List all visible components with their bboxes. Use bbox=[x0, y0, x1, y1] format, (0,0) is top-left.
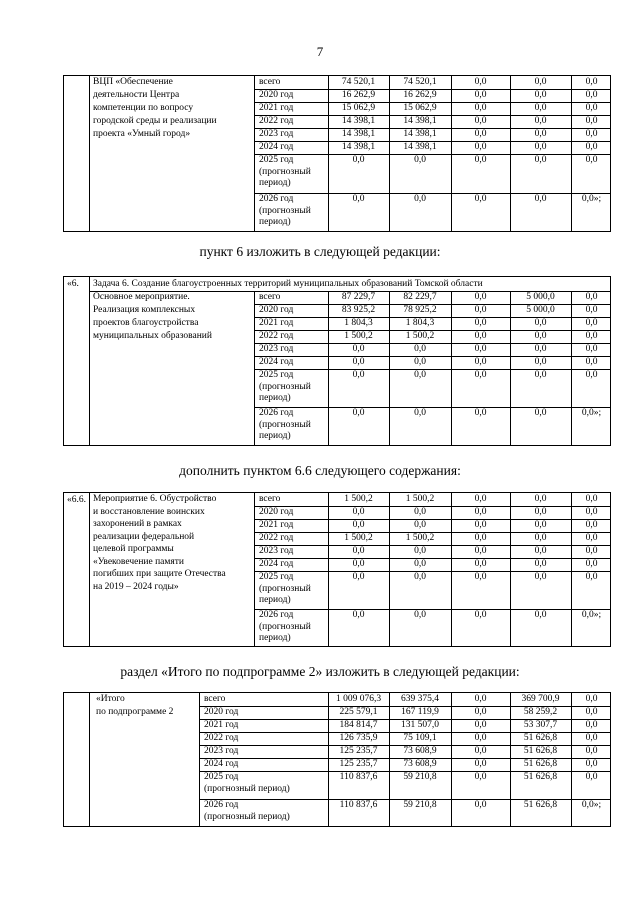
value-cell: 0,0 bbox=[585, 155, 598, 165]
value-cell: 0,0 bbox=[474, 344, 487, 354]
item-number: «6.6. bbox=[67, 495, 86, 505]
value-cell: 0,0 bbox=[534, 77, 547, 87]
value-cell: 0,0 bbox=[352, 507, 365, 517]
value-cell: 1 500,2 bbox=[405, 494, 435, 504]
value-cell: 0,0 bbox=[585, 331, 598, 341]
value-cell: 0,0 bbox=[414, 408, 426, 418]
value-cell: 0,0 bbox=[585, 772, 598, 782]
task-6-table bbox=[63, 276, 611, 446]
year-cell: (прогнозный период) bbox=[204, 783, 290, 794]
year-cell: период) bbox=[259, 217, 291, 227]
value-cell: 0,0 bbox=[474, 746, 487, 756]
value-cell: 0,0 bbox=[534, 129, 547, 139]
value-cell: 0,0»; bbox=[581, 194, 602, 204]
value-cell: 0,0 bbox=[534, 194, 547, 204]
year-cell: период) bbox=[259, 595, 291, 605]
row-label-line: и восстановление воинских bbox=[93, 506, 205, 517]
value-cell: 14 398,1 bbox=[403, 116, 437, 126]
year-cell: 2026 год bbox=[204, 800, 239, 810]
value-cell: 0,0 bbox=[474, 759, 487, 769]
value-cell: 0,0 bbox=[414, 344, 426, 354]
row-label-line: компетенции по вопросу bbox=[93, 103, 194, 113]
value-cell: 0,0 bbox=[474, 520, 487, 530]
row-label-line: Реализация комплексных bbox=[93, 305, 196, 315]
value-cell: 0,0 bbox=[474, 533, 487, 543]
value-cell: 74 520,1 bbox=[341, 77, 376, 87]
value-cell: 0,0 bbox=[474, 370, 487, 380]
value-cell: 0,0 bbox=[585, 507, 598, 517]
value-cell: 0,0 bbox=[534, 507, 547, 517]
value-cell: 0,0 bbox=[474, 331, 487, 341]
year-cell: 2022 год bbox=[204, 733, 239, 743]
value-cell: 75 109,1 bbox=[403, 733, 437, 743]
value-cell: 0,0 bbox=[474, 720, 487, 730]
column-divider bbox=[89, 493, 90, 646]
value-cell: 0,0 bbox=[414, 194, 426, 204]
value-cell: 0,0 bbox=[474, 694, 487, 704]
value-cell: 0,0 bbox=[534, 546, 547, 556]
value-cell: 16 262,9 bbox=[341, 90, 376, 100]
row-label-line: целевой программы bbox=[93, 544, 174, 554]
value-cell: 51 626,8 bbox=[523, 733, 558, 743]
value-cell: 0,0 bbox=[352, 610, 365, 620]
value-cell: 0,0 bbox=[352, 370, 365, 380]
value-cell: 0,0 bbox=[414, 155, 426, 165]
year-cell: 2022 год bbox=[259, 331, 294, 341]
value-cell: 639 375,4 bbox=[401, 694, 439, 704]
value-cell: 0,0 bbox=[534, 90, 547, 100]
column-divider bbox=[254, 291, 255, 445]
row-label-line: городской среды и реализации bbox=[93, 116, 217, 126]
year-cell: 2026 год bbox=[259, 408, 294, 418]
value-cell: 0,0 bbox=[474, 559, 487, 569]
year-cell: 2023 год bbox=[204, 746, 239, 756]
year-cell: период) bbox=[259, 633, 291, 643]
value-cell: 0,0 bbox=[414, 507, 426, 517]
value-cell: 126 735,9 bbox=[339, 733, 378, 743]
value-cell: 0,0 bbox=[534, 572, 547, 582]
year-cell: 2025 год bbox=[259, 155, 294, 165]
value-cell: 0,0 bbox=[585, 572, 598, 582]
value-cell: 0,0 bbox=[534, 331, 547, 341]
value-cell: 0,0 bbox=[585, 533, 598, 543]
year-cell: (прогнозный bbox=[259, 621, 311, 632]
value-cell: 14 398,1 bbox=[341, 142, 376, 152]
year-cell: 2024 год bbox=[259, 142, 294, 152]
value-cell: 0,0 bbox=[352, 572, 365, 582]
value-cell: 59 210,8 bbox=[403, 800, 437, 810]
value-cell: 110 837,6 bbox=[339, 800, 378, 810]
value-cell: 51 626,8 bbox=[523, 800, 558, 810]
value-cell: 51 626,8 bbox=[523, 772, 558, 782]
value-cell: 0,0 bbox=[534, 494, 547, 504]
row-label-line: «Увековечение памяти bbox=[93, 556, 185, 567]
value-cell: 1 500,2 bbox=[405, 533, 435, 543]
row-label-line: муниципальных образований bbox=[93, 331, 212, 341]
value-cell: 0,0 bbox=[352, 559, 365, 569]
value-cell: 0,0 bbox=[534, 142, 547, 152]
value-cell: 0,0 bbox=[414, 546, 426, 556]
row-label-line: захоронений в рамках bbox=[93, 519, 182, 529]
value-cell: 125 235,7 bbox=[339, 746, 378, 756]
value-cell: 73 608,9 bbox=[403, 746, 437, 756]
task-6-rows bbox=[64, 291, 610, 445]
year-cell: 2026 год bbox=[259, 194, 294, 204]
column-divider bbox=[89, 76, 90, 231]
year-cell: 2024 год bbox=[204, 759, 239, 769]
value-cell: 0,0 bbox=[414, 520, 426, 530]
value-cell: 0,0 bbox=[585, 357, 598, 367]
value-cell: 74 520,1 bbox=[403, 77, 437, 87]
value-cell: 87 229,7 bbox=[341, 292, 376, 302]
value-cell: 15 062,9 bbox=[341, 103, 376, 113]
value-cell: 16 262,9 bbox=[403, 90, 437, 100]
value-cell: 0,0»; bbox=[581, 408, 602, 418]
value-cell: 0,0 bbox=[474, 800, 487, 810]
value-cell: 0,0 bbox=[414, 572, 426, 582]
value-cell: 0,0 bbox=[474, 707, 487, 717]
value-cell: 0,0 bbox=[414, 370, 426, 380]
row-label-line: на 2019 – 2024 годы» bbox=[93, 581, 179, 592]
value-cell: 5 000,0 bbox=[526, 292, 555, 302]
value-cell: 0,0 bbox=[474, 733, 487, 743]
value-cell: 51 626,8 bbox=[523, 759, 558, 769]
value-cell: 73 608,9 bbox=[403, 759, 437, 769]
year-cell: 2020 год bbox=[259, 305, 294, 315]
value-cell: 0,0 bbox=[585, 370, 598, 380]
year-cell: 2025 год bbox=[204, 772, 239, 782]
value-cell: 15 062,9 bbox=[403, 103, 437, 113]
value-cell: 0,0 bbox=[534, 116, 547, 126]
year-cell: всего bbox=[259, 292, 281, 302]
value-cell: 0,0 bbox=[585, 694, 598, 704]
year-cell: (прогнозный bbox=[259, 166, 311, 177]
value-cell: 0,0 bbox=[585, 344, 598, 354]
value-cell: 0,0 bbox=[585, 103, 598, 113]
value-cell: 0,0 bbox=[352, 408, 365, 418]
value-cell: 0,0 bbox=[352, 155, 365, 165]
year-cell: 2023 год bbox=[259, 344, 294, 354]
value-cell: 0,0 bbox=[585, 546, 598, 556]
row-label-line: деятельности Центра bbox=[93, 90, 180, 100]
value-cell: 0,0 bbox=[352, 344, 365, 354]
value-cell: 0,0 bbox=[534, 408, 547, 418]
page-number: 7 bbox=[316, 44, 324, 59]
value-cell: 167 119,9 bbox=[401, 707, 439, 717]
year-cell: всего bbox=[259, 77, 281, 87]
value-cell: 1 500,2 bbox=[344, 494, 373, 504]
value-cell: 0,0 bbox=[534, 103, 547, 113]
year-cell: 2024 год bbox=[259, 559, 294, 569]
value-cell: 0,0 bbox=[474, 546, 487, 556]
value-cell: 0,0 bbox=[474, 77, 487, 87]
row-label-line: проекта «Умный город» bbox=[93, 129, 191, 139]
value-cell: 1 500,2 bbox=[405, 331, 435, 341]
value-cell: 1 500,2 bbox=[344, 533, 373, 543]
value-cell: 0,0 bbox=[534, 318, 547, 328]
year-cell: 2024 год bbox=[259, 357, 294, 367]
year-cell: (прогнозный период) bbox=[204, 811, 290, 822]
year-cell: 2020 год bbox=[259, 90, 294, 100]
year-cell: 2020 год bbox=[259, 507, 294, 517]
year-cell: 2021 год bbox=[204, 720, 239, 730]
value-cell: 0,0 bbox=[474, 357, 487, 367]
value-cell: 225 579,1 bbox=[339, 707, 378, 717]
value-cell: 82 229,7 bbox=[403, 292, 437, 302]
year-cell: (прогнозный bbox=[259, 583, 311, 594]
year-cell: 2025 год bbox=[259, 572, 294, 582]
program-table-vcp bbox=[63, 75, 611, 232]
value-cell: 0,0 bbox=[474, 507, 487, 517]
year-cell: (прогнозный bbox=[259, 381, 311, 392]
row-label-line: Мероприятие 6. Обустройство bbox=[93, 494, 217, 504]
value-cell: 59 210,8 bbox=[403, 772, 437, 782]
year-cell: период) bbox=[259, 393, 291, 403]
value-cell: 0,0 bbox=[474, 129, 487, 139]
value-cell: 0,0 bbox=[585, 292, 598, 302]
value-cell: 0,0 bbox=[585, 77, 598, 87]
column-divider bbox=[254, 493, 255, 646]
year-cell: 2022 год bbox=[259, 116, 294, 126]
value-cell: 0,0 bbox=[474, 155, 487, 165]
row-label-line: погибших при защите Отечества bbox=[93, 569, 226, 579]
value-cell: 0,0 bbox=[534, 533, 547, 543]
value-cell: 0,0 bbox=[352, 194, 365, 204]
value-cell: 110 837,6 bbox=[339, 772, 378, 782]
year-cell: 2026 год bbox=[259, 610, 294, 620]
value-cell: 0,0 bbox=[414, 610, 426, 620]
value-cell: 1 009 076,3 bbox=[335, 694, 382, 704]
value-cell: 0,0 bbox=[585, 129, 598, 139]
measure-6-6-table bbox=[63, 492, 611, 647]
value-cell: 0,0 bbox=[414, 357, 426, 367]
value-cell: 14 398,1 bbox=[341, 116, 376, 126]
value-cell: 0,0 bbox=[585, 746, 598, 756]
heading-subprogram-total: раздел «Итого по подпрограмме 2» изложить в следующей редакции: bbox=[120, 664, 520, 679]
value-cell: 184 814,7 bbox=[339, 720, 378, 730]
value-cell: 1 500,2 bbox=[344, 331, 373, 341]
value-cell: 0,0 bbox=[585, 733, 598, 743]
value-cell: 0,0 bbox=[585, 305, 598, 315]
year-cell: 2025 год bbox=[259, 370, 294, 380]
year-cell: период) bbox=[259, 178, 291, 188]
value-cell: 0,0 bbox=[534, 344, 547, 354]
value-cell: 1 804,3 bbox=[405, 318, 435, 328]
year-cell: 2021 год bbox=[259, 520, 294, 530]
row-label-line: «Итого bbox=[96, 694, 125, 704]
value-cell: 14 398,1 bbox=[341, 129, 376, 139]
year-cell: 2021 год bbox=[259, 103, 294, 113]
value-cell: 5 000,0 bbox=[526, 305, 555, 315]
value-cell: 0,0 bbox=[474, 305, 487, 315]
value-cell: 0,0 bbox=[474, 116, 487, 126]
value-cell: 0,0»; bbox=[581, 610, 602, 620]
row-label-line: проектов благоустройства bbox=[93, 318, 199, 328]
value-cell: 0,0 bbox=[585, 90, 598, 100]
year-cell: 2022 год bbox=[259, 533, 294, 543]
value-cell: 0,0 bbox=[474, 318, 487, 328]
heading-point-6-6: дополнить пунктом 6.6 следующего содержания: bbox=[179, 463, 461, 478]
value-cell: 0,0 bbox=[474, 408, 487, 418]
value-cell: 0,0 bbox=[534, 370, 547, 380]
value-cell: 0,0 bbox=[474, 572, 487, 582]
value-cell: 0,0 bbox=[414, 559, 426, 569]
row-label-line: Основное мероприятие. bbox=[93, 292, 190, 302]
year-cell: 2021 год bbox=[259, 318, 294, 328]
value-cell: 0,0 bbox=[474, 194, 487, 204]
value-cell: 0,0 bbox=[585, 142, 598, 152]
value-cell: 0,0 bbox=[534, 357, 547, 367]
value-cell: 0,0 bbox=[585, 116, 598, 126]
value-cell: 0,0 bbox=[474, 103, 487, 113]
value-cell: 1 804,3 bbox=[344, 318, 373, 328]
value-cell: 0,0 bbox=[352, 357, 365, 367]
value-cell: 0,0 bbox=[585, 494, 598, 504]
row-label-line: ВЦП «Обеспечение bbox=[93, 77, 173, 87]
value-cell: 0,0»; bbox=[581, 800, 602, 810]
value-cell: 0,0 bbox=[474, 142, 487, 152]
year-cell: всего bbox=[204, 694, 226, 704]
task-title: Задача 6. Создание благоустроенных территорий муниципальных образований Томской области bbox=[93, 279, 483, 289]
value-cell: 78 925,2 bbox=[403, 305, 437, 315]
year-cell: 2020 год bbox=[204, 707, 239, 717]
value-cell: 0,0 bbox=[352, 520, 365, 530]
item-number: «6. bbox=[67, 279, 79, 289]
value-cell: 53 307,7 bbox=[523, 720, 558, 730]
value-cell: 0,0 bbox=[474, 772, 487, 782]
value-cell: 0,0 bbox=[474, 292, 487, 302]
year-cell: 2023 год bbox=[259, 129, 294, 139]
column-divider bbox=[89, 693, 90, 826]
subprogram-2-total-table bbox=[63, 692, 611, 827]
value-cell: 125 235,7 bbox=[339, 759, 378, 769]
value-cell: 0,0 bbox=[585, 759, 598, 769]
value-cell: 0,0 bbox=[585, 720, 598, 730]
value-cell: 0,0 bbox=[534, 559, 547, 569]
value-cell: 0,0 bbox=[474, 90, 487, 100]
row-label-line: по подпрограмме 2 bbox=[96, 707, 174, 717]
year-cell: (прогнозный bbox=[259, 205, 311, 216]
value-cell: 0,0 bbox=[474, 494, 487, 504]
value-cell: 0,0 bbox=[474, 610, 487, 620]
value-cell: 0,0 bbox=[585, 318, 598, 328]
row-label-line: реализации федеральной bbox=[93, 531, 195, 542]
value-cell: 0,0 bbox=[534, 610, 547, 620]
value-cell: 0,0 bbox=[585, 559, 598, 569]
value-cell: 0,0 bbox=[585, 520, 598, 530]
value-cell: 131 507,0 bbox=[401, 720, 439, 730]
column-divider bbox=[199, 693, 200, 826]
value-cell: 51 626,8 bbox=[523, 746, 558, 756]
value-cell: 0,0 bbox=[352, 546, 365, 556]
value-cell: 0,0 bbox=[534, 520, 547, 530]
value-cell: 14 398,1 bbox=[403, 129, 437, 139]
year-cell: (прогнозный bbox=[259, 419, 311, 430]
value-cell: 369 700,9 bbox=[521, 694, 560, 704]
year-cell: 2023 год bbox=[259, 546, 294, 556]
value-cell: 58 259,2 bbox=[523, 707, 558, 717]
year-cell: период) bbox=[259, 431, 291, 441]
value-cell: 0,0 bbox=[534, 155, 547, 165]
value-cell: 0,0 bbox=[585, 707, 598, 717]
heading-point-6: пункт 6 изложить в следующей редакции: bbox=[199, 244, 441, 259]
value-cell: 83 925,2 bbox=[341, 305, 376, 315]
year-cell: всего bbox=[259, 494, 281, 504]
value-cell: 14 398,1 bbox=[403, 142, 437, 152]
